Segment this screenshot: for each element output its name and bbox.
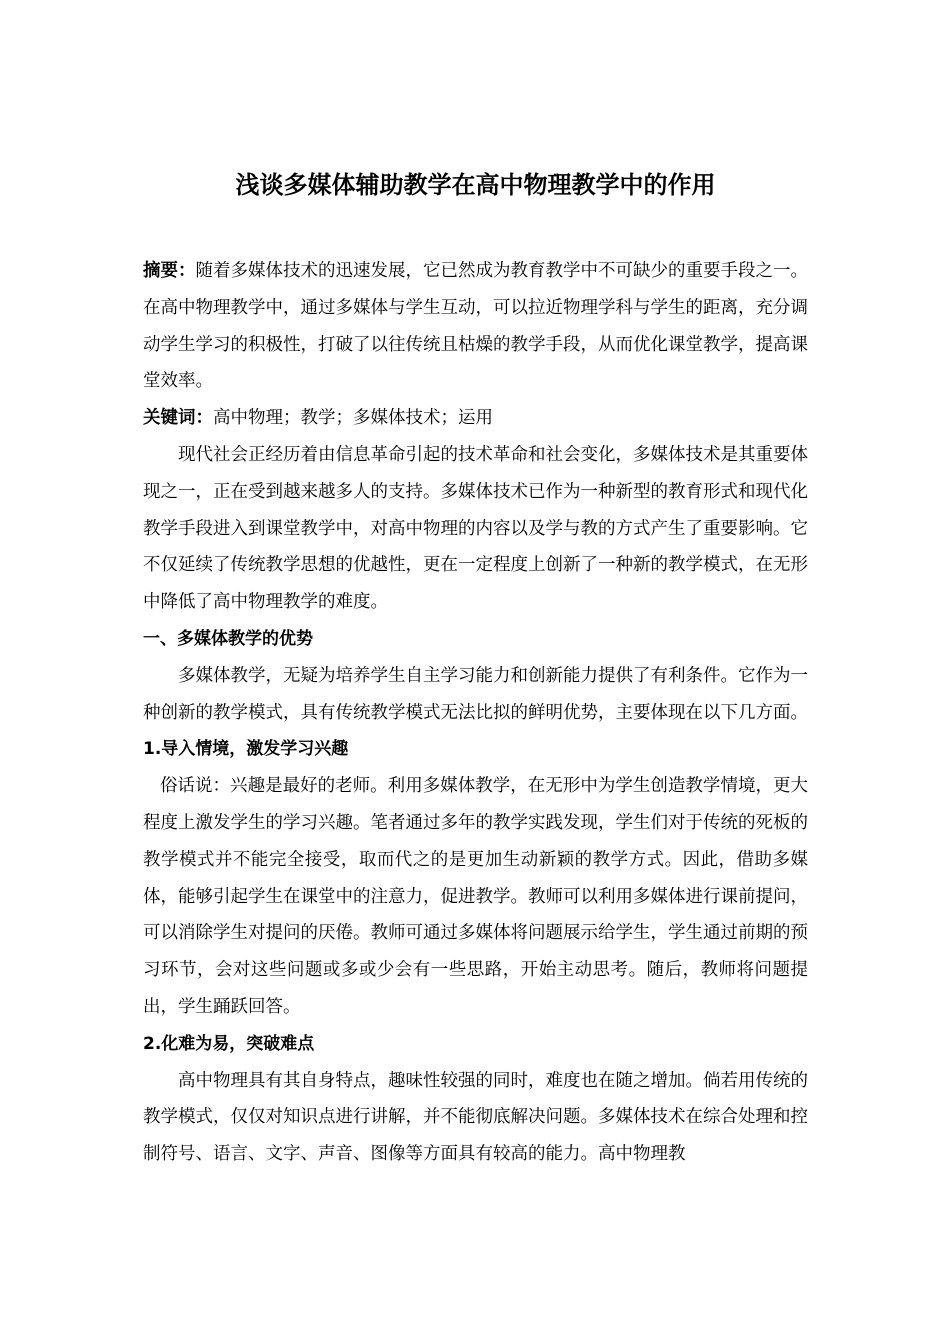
abstract-text: 随着多媒体技术的迅速发展，它已然成为教育教学中不可缺少的重要手段之一。在高中物理教学中，通过多媒体与学生互动，可以拉近物理学科与学生的距离，充分调动学生学习的积极性，打破了以往传统且枯燥的教学手段，从而优化课堂教学，提高课堂效率。 xyxy=(143,261,808,392)
section-heading-advantages: 一、多媒体教学的优势 xyxy=(143,628,313,649)
section-advantages-paragraph: 多媒体教学，无疑为培养学生自主学习能力和创新能力提供了有利条件。它作为一种创新的教学模式，具有传统教学模式无法比拟的鲜明优势，主要体现在以下几方面。 xyxy=(143,665,808,723)
subsection-heading-interest: 1.导入情境，激发学习兴趣 xyxy=(143,739,349,760)
abstract-paragraph xyxy=(143,253,808,400)
keywords-paragraph xyxy=(143,400,808,437)
subsection-interest-paragraph: 俗话说：兴趣是最好的老师。利用多媒体教学，在无形中为学生创造教学情境，更大程度上激发学生的学习兴趣。笔者通过多年的教学实践发现，学生们对于传统的死板的教学模式并不能完全接受，取而代之的是更加生动新颖的教学方式。因此，借助多媒体，能够引起学生在课堂中的注意力，促进教学。教师可以利用多媒体进行课前提问，可以消除学生对提问的厌倦。教师可通过多媒体将问题展示给学生，学生通过前期的预习环节，会对这些问题或多或少会有一些思路，开始主动思考。随后，教师将问题提出，学生踊跃回答。 xyxy=(143,776,808,1017)
subsection-difficulty-paragraph: 高中物理具有其自身特点，趣味性较强的同时，难度也在随之增加。倘若用传统的教学模式，仅仅对知识点进行讲解，并不能彻底解决问题。多媒体技术在综合处理和控制符号、语言、文字、声音、图像等方面具有较高的能力。高中物理教 xyxy=(143,1070,808,1165)
subsection-heading-difficulty: 2.化难为易，突破难点 xyxy=(143,1033,315,1054)
keywords-text: 高中物理；教学；多媒体技术；运用 xyxy=(213,408,493,429)
intro-paragraph: 现代社会正经历着由信息革命引起的技术革命和社会变化，多媒体技术是其重要体现之一，正在受到越来越多人的支持。多媒体技术已作为一种新型的教育形式和现代化教学手段进入到课堂教学中，对高中物理的内容以及学与教的方式产生了重要影响。它不仅延续了传统教学思想的优越性，更在一定程度上创新了一种新的教学模式，在无形中降低了高中物理教学的难度。 xyxy=(143,444,808,613)
paper-title: 浅谈多媒体辅助教学在高中物理教学中的作用 xyxy=(235,171,716,199)
paper-body xyxy=(143,253,808,1173)
abstract-label: 摘要： xyxy=(143,261,196,281)
keywords-label: 关键词： xyxy=(143,408,213,429)
